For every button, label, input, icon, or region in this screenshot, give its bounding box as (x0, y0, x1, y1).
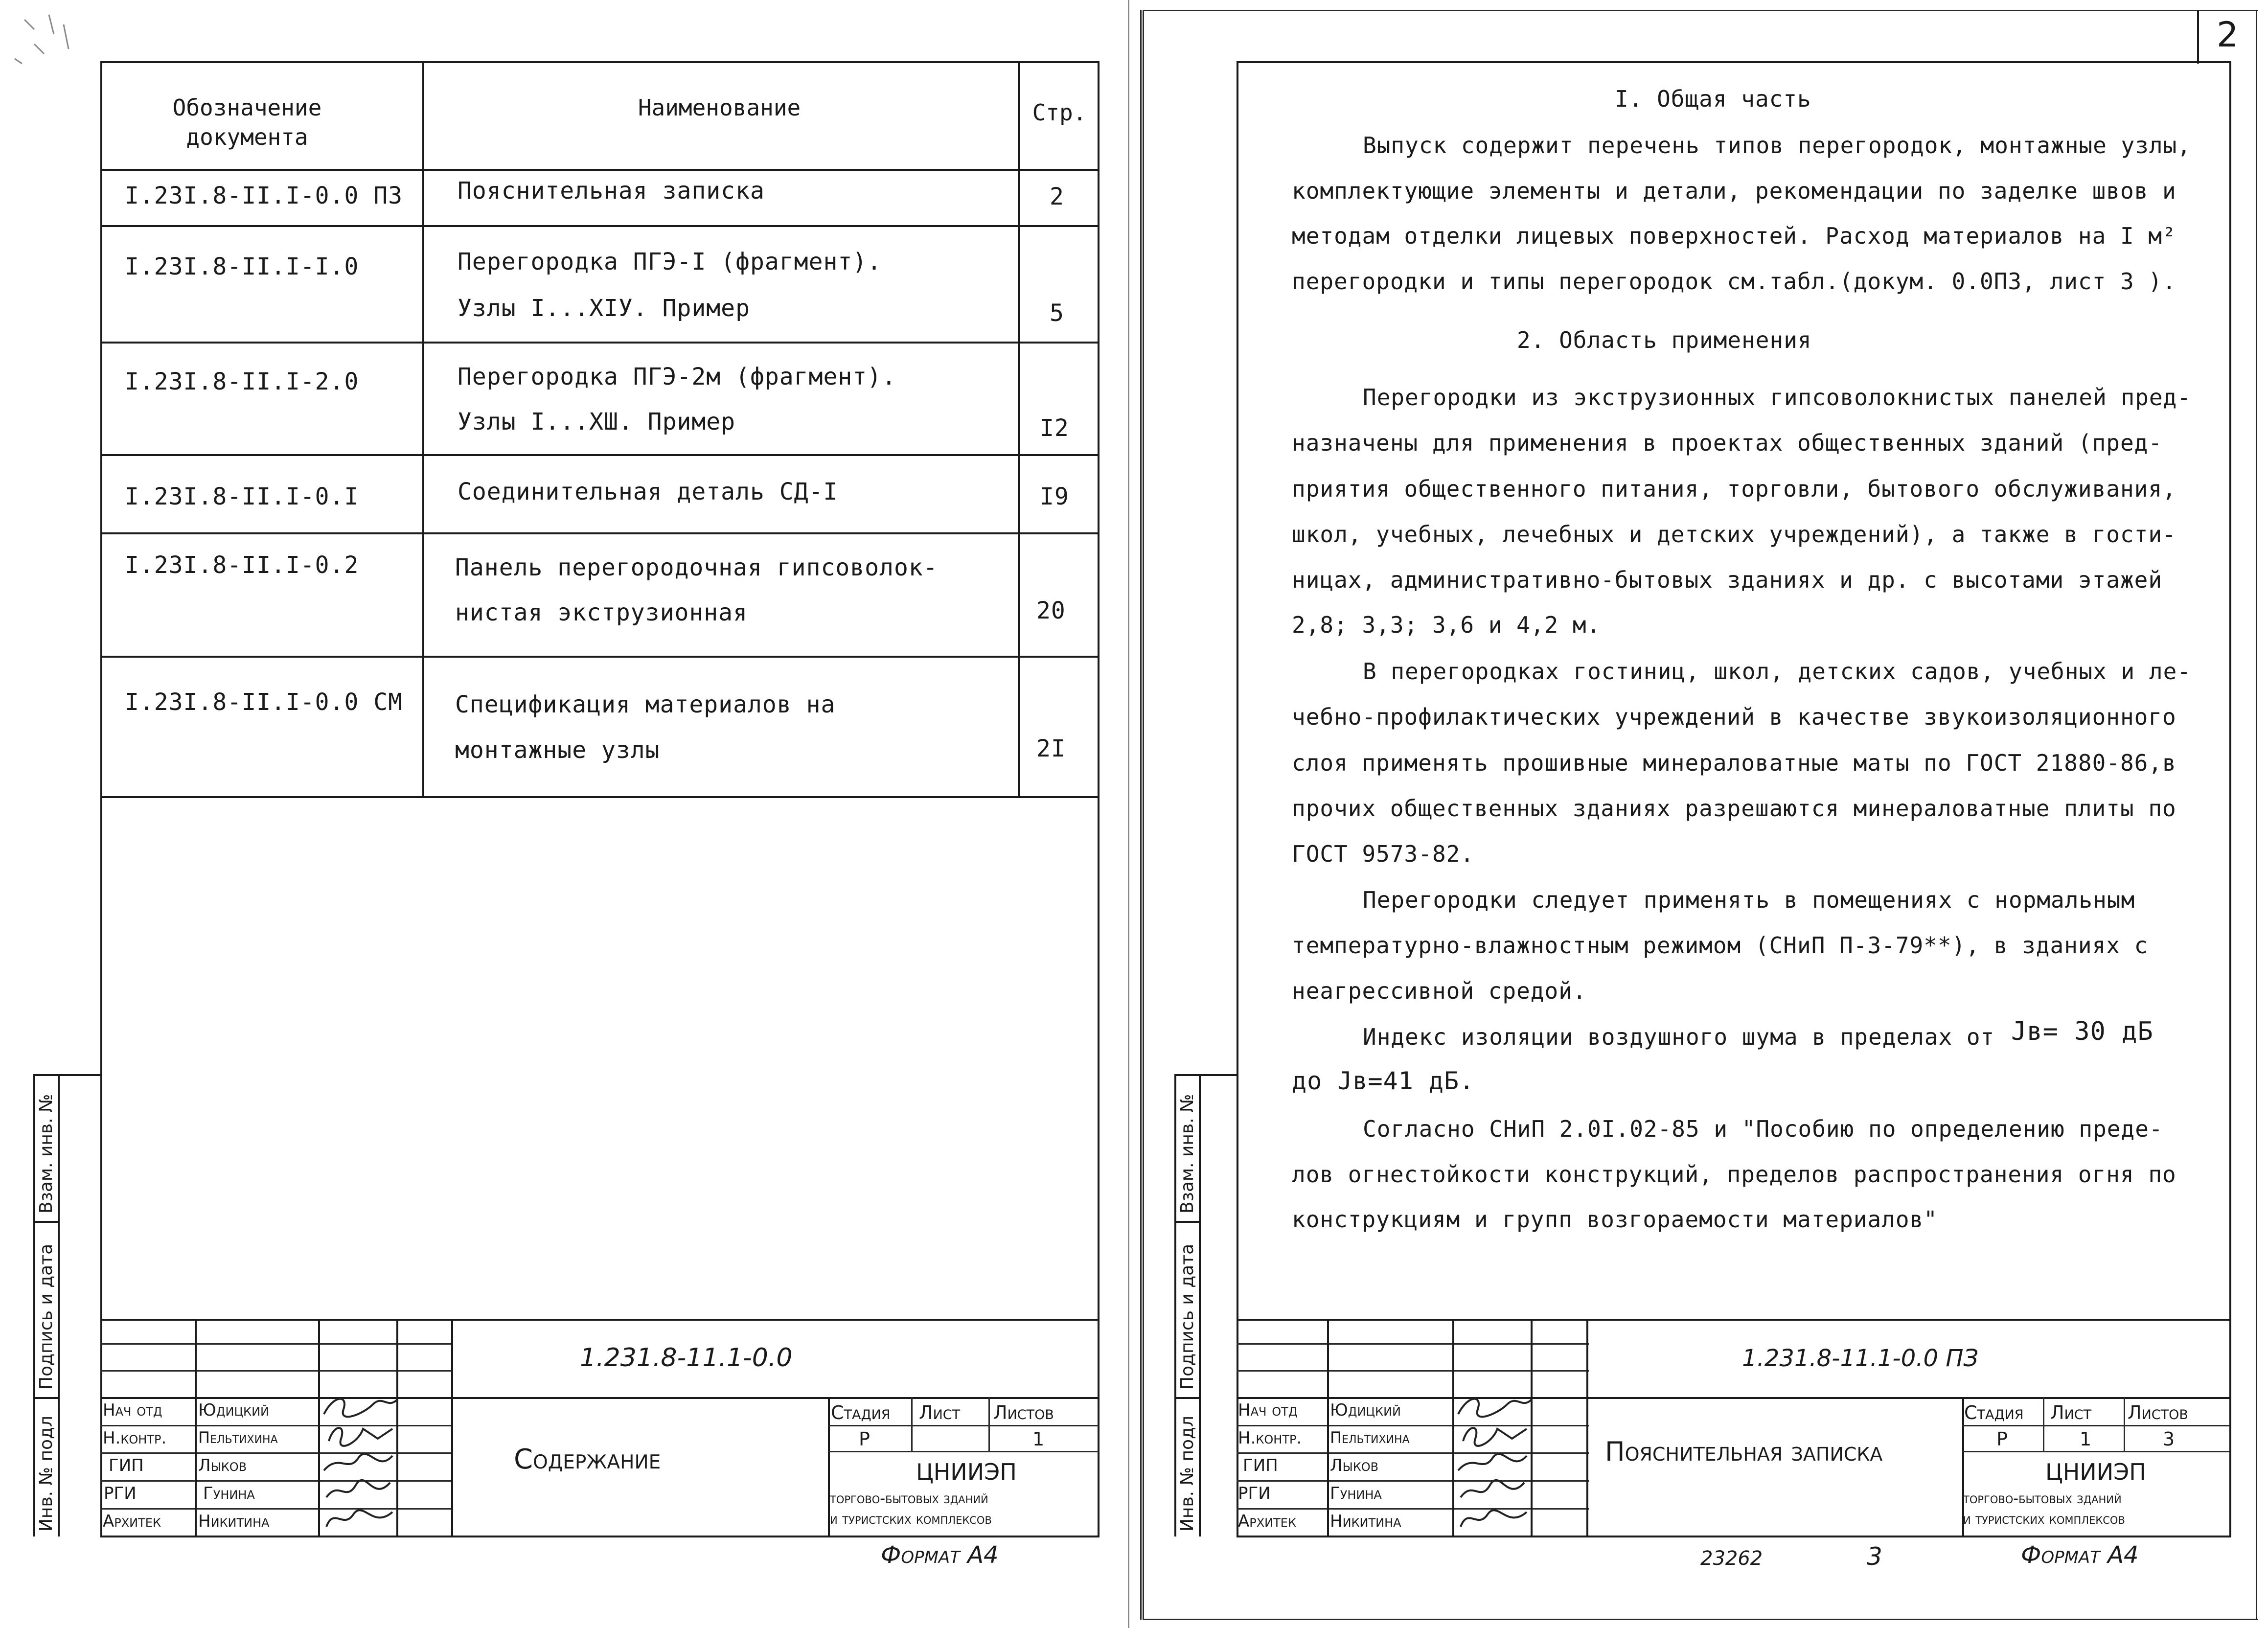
right-org-sub2: и туристских комплексов (1963, 1511, 2125, 1528)
right-name-2: Пельтихина (1330, 1428, 1410, 1447)
heading-scope: 2. Область применения (1517, 327, 1812, 353)
header-page: Стр. (1032, 99, 1087, 126)
left-margin-strip-inner (58, 1074, 60, 1536)
right-sheets-value: 3 (2163, 1428, 2175, 1450)
right-name-1: Юдицкий (1330, 1400, 1401, 1420)
right-name-3: Лыков (1330, 1456, 1379, 1475)
left-stamp-title: Содержание (514, 1444, 661, 1475)
side-label-vzam: Взам. инв. № (36, 1094, 56, 1214)
right-page-edge-bottom (1143, 1619, 2258, 1620)
right-side-label-podpis: Подпись и дата (1177, 1243, 1197, 1390)
left-org: ЦНИИЭП (916, 1459, 1017, 1485)
row-6-code: I.23I.8-II.I-0.0 СМ (125, 688, 403, 716)
right-format: Формат А4 (2021, 1541, 2139, 1569)
table-col-divider-2 (1018, 61, 1020, 798)
row-1-name: Пояснительная записка (458, 177, 765, 205)
sheet-number-box (2197, 10, 2199, 64)
para2-line1: Перегородки из экструзионных гипсоволокнистых панелей пред- (1363, 384, 2191, 411)
para1-line3: методам отделки лицевых поверхностей. Расход материалов на I м² (1292, 223, 2176, 249)
right-org: ЦНИИЭП (2045, 1459, 2146, 1485)
row-5-page: 20 (1036, 597, 1066, 624)
right-page-edge-right (2256, 10, 2257, 1620)
right-name-5: Никитина (1330, 1512, 1401, 1531)
page-fold-line (1128, 0, 1129, 1628)
row-6-page: 2I (1036, 735, 1066, 762)
heading-general: I. Общая часть (1615, 86, 1811, 112)
right-name-4: Гунина (1330, 1484, 1382, 1503)
para4-line2: температурно-влажностным режимом (СНиП П-3-79**), в зданиях с (1292, 932, 2149, 959)
left-frame-right (1098, 61, 1100, 1536)
para3-line5: ГОСТ 9573-82. (1292, 841, 1475, 867)
side-label-inv: Инв. № подл (36, 1416, 56, 1532)
para3-line2: чебно-профилактических учреждений в качестве звукоизоляционного (1292, 704, 2176, 730)
para6-line3: конструкциям и групп возгораемости материалов" (1292, 1206, 1938, 1233)
left-name-1: Юдицкий (198, 1400, 269, 1420)
right-side-label-vzam: Взам. инв. № (1177, 1094, 1197, 1214)
left-role-1: Нач отд (103, 1400, 162, 1420)
para3-line4: прочих общественных зданиях разрешаются минераловатные плиты по (1292, 795, 2176, 822)
right-inventory-number: 23262 (1700, 1547, 1763, 1570)
right-page-edge-top (1143, 10, 2258, 11)
right-stage-label: Стадия (1964, 1402, 2024, 1423)
left-sheets-value: 1 (1032, 1428, 1045, 1450)
left-frame-bottom (100, 1536, 1100, 1537)
right-role-5: Архитек (1238, 1512, 1296, 1531)
row-3-page: I2 (1040, 414, 1069, 442)
left-signatures (319, 1390, 402, 1536)
left-role-3: ГИП (109, 1456, 144, 1475)
row-4-name: Соединительная деталь СД-I (458, 478, 838, 505)
para4-line1: Перегородки следует применять в помещениях с нормальным (1363, 887, 2135, 913)
left-stage-label: Стадия (831, 1402, 891, 1423)
left-sheets-label: Листов (993, 1402, 1054, 1423)
row-2-page: 5 (1050, 299, 1064, 327)
para5-line2: до Jв=41 дБ. (1292, 1067, 1475, 1095)
right-sheets-label: Листов (2128, 1402, 2188, 1423)
row-3-name-line2: Узлы I...XШ. Пример (458, 408, 736, 436)
row-5-name-line1: Панель перегородочная гипсоволок- (455, 554, 938, 581)
right-role-2: Н.контр. (1238, 1428, 1302, 1448)
left-stage-value: Р (859, 1428, 870, 1450)
para2-line6: 2,8; 3,3; 3,6 и 4,2 м. (1292, 612, 1601, 638)
right-side-label-inv: Инв. № подл (1177, 1416, 1197, 1532)
para6-line2: лов огнестойкости конструкций, пределов распространения огня по (1292, 1161, 2176, 1188)
right-doc-code: 1.231.8-11.1-0.0 ПЗ (1742, 1345, 1979, 1372)
para1-line1: Выпуск содержит перечень типов перегородок, монтажные узлы, (1363, 132, 2191, 159)
row-3-code: I.23I.8-II.I-2.0 (125, 368, 359, 395)
row-3-name-line1: Перегородка ПГЭ-2м (фрагмент). (458, 363, 896, 390)
left-name-3: Лыков (198, 1456, 247, 1475)
para2-line5: ницах, административно-бытовых зданиях и др. с высотами этажей (1292, 567, 2163, 593)
row-6-name-line1: Спецификация материалов на (455, 691, 836, 718)
right-org-sub1: торгово-бытовых зданий (1963, 1490, 2122, 1507)
header-name: Наименование (638, 94, 801, 121)
row-5-name-line2: нистая экструзионная (455, 599, 748, 626)
side-label-podpis: Подпись и дата (36, 1243, 56, 1390)
right-role-3: ГИП (1243, 1456, 1278, 1475)
para2-line4: школ, учебных, лечебных и детских учреждений), а также в гости- (1292, 521, 2176, 548)
para3-line1: В перегородках гостиниц, школ, детских садов, учебных и ле- (1363, 658, 2191, 685)
table-col-divider-1 (422, 61, 424, 798)
table-header-bottom (100, 169, 1100, 171)
right-sheet-label: Лист (2050, 1402, 2092, 1423)
para4-line3: неагрессивной средой. (1292, 978, 1587, 1004)
para6-line1: Согласно СНиП 2.0I.02-85 и "Пособию по определению преде- (1363, 1116, 2163, 1142)
row-4-code: I.23I.8-II.I-0.I (125, 483, 359, 510)
left-org-sub1: торгово-бытовых зданий (830, 1490, 988, 1507)
row-4-page: I9 (1040, 483, 1069, 510)
left-name-4: Гунина (203, 1484, 255, 1503)
right-role-4: РГИ (1238, 1484, 1271, 1503)
row-1-code: I.23I.8-II.I-0.0 ПЗ (125, 182, 403, 209)
right-sheet-value: 1 (2080, 1428, 2092, 1450)
right-page-number: 3 (1867, 1542, 1882, 1571)
left-role-5: Архитек (103, 1512, 161, 1531)
left-org-sub2: и туристских комплексов (830, 1511, 992, 1528)
right-signatures (1453, 1390, 1536, 1536)
row-5-code: I.23I.8-II.I-0.2 (125, 551, 359, 579)
left-frame-left (100, 61, 102, 1536)
para5-line1: Индекс изоляции воздушного шума в пределах от (1363, 1024, 1995, 1050)
row-2-name-line1: Перегородка ПГЭ-I (фрагмент). (458, 248, 882, 275)
right-role-1: Нач отд (1238, 1400, 1298, 1420)
left-frame-top (100, 61, 1100, 63)
right-stage-value: Р (1996, 1428, 2008, 1450)
para1-line2: комплектующие элементы и детали, рекомендации по заделке швов и (1292, 178, 2176, 204)
left-role-4: РГИ (104, 1484, 137, 1503)
page-edge-line (1140, 10, 1142, 1620)
para2-line2: назначены для применения в проектах общественных зданий (пред- (1292, 430, 2163, 456)
left-role-2: Н.контр. (103, 1428, 167, 1448)
row-6-name-line2: монтажные узлы (455, 736, 660, 764)
sheet-number: 2 (2217, 15, 2239, 55)
left-margin-strip-outer (33, 1074, 35, 1536)
row-2-name-line2: Узлы I...XIУ. Пример (458, 295, 750, 322)
para5-value-from: Jв= 30 дБ (2011, 1017, 2153, 1046)
left-name-2: Пельтихина (198, 1428, 278, 1447)
row-2-code: I.23I.8-II.I-I.0 (125, 253, 359, 280)
left-sheet-label: Лист (919, 1402, 961, 1423)
para1-line4: перегородки и типы перегородок см.табл.(докум. 0.0ПЗ, лист 3 ). (1292, 268, 2176, 295)
row-1-page: 2 (1050, 183, 1064, 210)
right-stamp-title: Пояснительная записка (1605, 1436, 1883, 1467)
header-designation: Обозначение документа (172, 94, 322, 150)
left-name-5: Никитина (198, 1512, 270, 1531)
left-doc-code: 1.231.8-11.1-0.0 (580, 1343, 793, 1373)
para3-line3: слоя применять прошивные минераловатные маты по ГОСТ 21880-86,в (1292, 750, 2176, 776)
left-format: Формат А4 (881, 1541, 999, 1569)
para2-line3: приятия общественного питания, торговли, бытового обслуживания, (1292, 476, 2176, 502)
right-page-edge-left (1143, 10, 1144, 1620)
scan-marks-icon (5, 5, 103, 83)
